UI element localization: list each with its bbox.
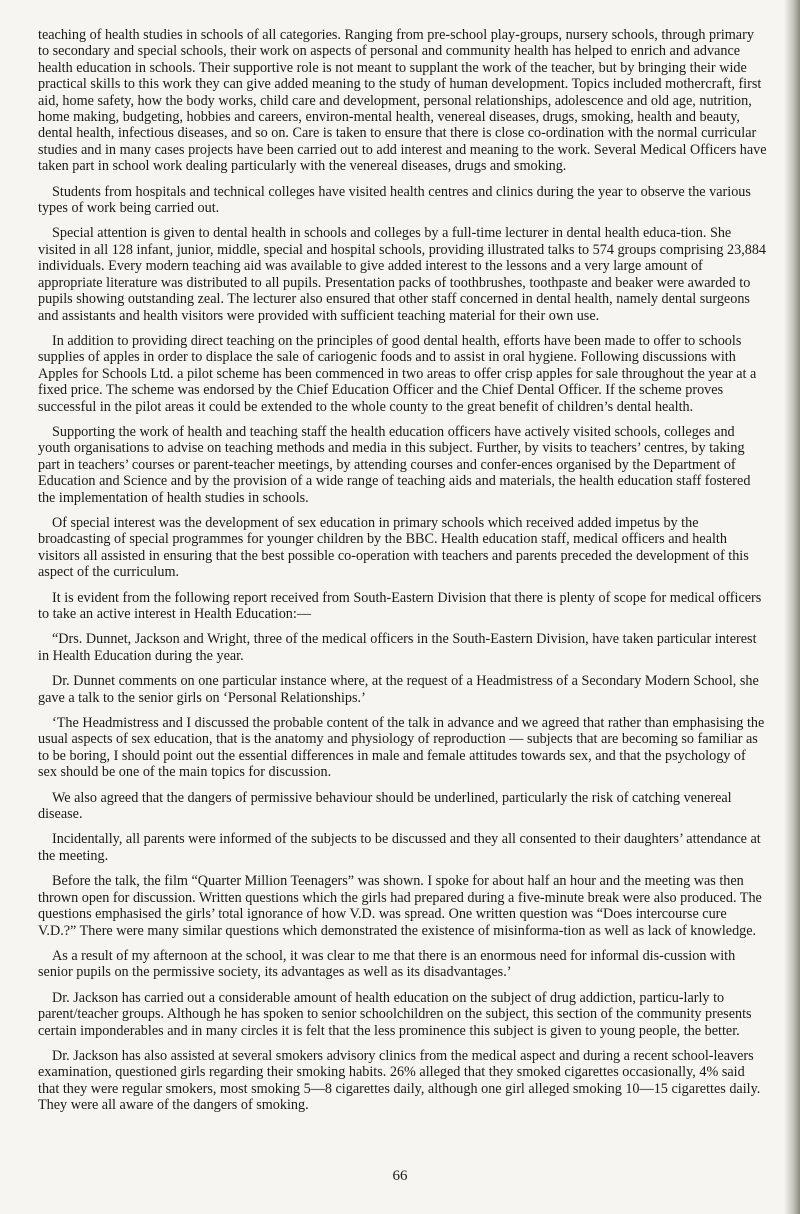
quoted-paragraph: As a result of my afternoon at the school, it was clear to me that there is an enormous need for informal dis-cussion with senior pupils on the permissive society, its advantages as well as its disadvantages.’ [38, 947, 736, 981]
paragraph: In addition to providing direct teaching on the principles of good dental health, efforts have been made to offer to schools supplies of apples in order to displace the sale of cariogenic foods and to assist in oral hygiene. Following discussions with Apples for Schools Ltd. a pilot scheme has been commenced in two areas to offer crisp apples for sale throughout the year at a fixed price. The scheme was endorsed by the Chief Education Officer and the Chief Dental Officer. If the scheme proves successful in the pilot areas it could be extended to the whole county to the great benefit of children’s dental health. [38, 332, 757, 415]
page-edge-shadow [784, 0, 800, 1214]
quoted-paragraph: Dr. Jackson has carried out a considerable amount of health education on the subject of drug addiction, particu-larly to parent/teacher groups. Although he has spoken to senior schoolchildren on the subject, this section of the community presents certain imponderables and in many circles it is felt that the less prominence this subject is given to young people, the better. [38, 989, 752, 1039]
page-number: 66 [392, 1168, 408, 1184]
paragraph: Supporting the work of health and teaching staff the health education officers have actively visited schools, colleges and youth organisations to advise on teaching methods and media in this subject. Further, by visits to teachers’ centres, by taking part in teachers’ courses or parent-teacher meetings, by attending courses and confer-ences organised by the Department of Education and Science and by the provision of a wide range of teaching aids and materials, the health education staff fostered the implementation of health studies in schools. [38, 423, 751, 506]
quoted-paragraph: Incidentally, all parents were informed of the subjects to be discussed and they all consented to their daughters’ attendance at the meeting. [38, 831, 761, 864]
quoted-paragraph: We also agreed that the dangers of permissive behaviour should be underlined, particularly the risk of catching venereal disease. [38, 789, 732, 823]
quoted-paragraph: “Drs. Dunnet, Jackson and Wright, three of the medical officers in the South-Eastern Division, have taken particular interest in Health Education during the year. [38, 631, 757, 664]
quoted-paragraph: Dr. Dunnet comments on one particular instance where, at the request of a Headmistress of a Secondary Modern School, she gave a talk to the senior girls on ‘Personal Relationships.’ [38, 673, 759, 706]
paragraph: Of special interest was the development of sex education in primary schools which received added impetus by the broadcasting of special programmes for younger children by the BBC. Health education staff, medical officers and health visitors all assisted in ensuring that the best possible co-operation with teachers and parents preceded the development of this aspect of the curriculum. [38, 514, 749, 581]
paragraph: teaching of health studies in schools of all categories. Ranging from pre-school play-groups, nursery schools, through primary to secondary and special schools, their work on aspects of personal and community health has helped to enrich and advance health education in schools. Their supportive role is not meant to supplant the work of the teacher, but by bringing their wide practical skills to this work they can give added meaning to the study of human development. Topics included mothercraft, first aid, home safety, how the body works, child care and development, personal relationships, adolescence and old age, nutrition, home making, budgeting, hobbies and careers, environ-mental health, venereal diseases, drugs, smoking, health and beauty, dental health, infectious diseases, and so on. Care is taken to ensure that there is close co-ordination with the normal curricular studies and in many cases projects have been carried out to add interest and meaning to the work. Several Medical Officers have taken part in school work dealing particularly with the venereal diseases, drugs and smoking. [38, 27, 767, 175]
paragraph: Special attention is given to dental health in schools and colleges by a full-time lecturer in dental health educa-tion. She visited in all 128 infant, junior, middle, special and hospital schools, providing illustrated talks to 574 groups comprising 23,884 individuals. Every modern teaching aid was available to give added interest to the lessons and a very large amount of appropriate literature was distributed to all pupils. Presentation packs of toothbrushes, toothpaste and beaker were awarded to pupils showing outstanding zeal. The lecturer also ensured that other staff concerned in dental health, namely dental surgeons and assistants and health visitors were provided with sufficient teaching material for their own use. [38, 225, 767, 324]
document-body [38, 27, 768, 1123]
paragraph: It is evident from the following report received from South-Eastern Division that there is plenty of scope for medical officers to take an active interest in Health Education:— [38, 589, 762, 622]
quoted-paragraph: ‘The Headmistress and I discussed the probable content of the talk in advance and we agreed that rather than emphasising the usual aspects of sex education, that is the anatomy and physiology of reproduction — subjects that are becoming so familiar as to be boring, I should point out the essential differences in male and female attitudes towards sex, and that the psychology of sex should be one of the main topics for discussion. [38, 715, 765, 781]
paragraph: Students from hospitals and technical colleges have visited health centres and clinics during the year to observe the various types of work being carried out. [38, 183, 751, 217]
quoted-paragraph: Dr. Jackson has also assisted at several smokers advisory clinics from the medical aspect and during a recent school-leavers examination, questioned girls regarding their smoking habits. 26% alleged that they smoked cigarettes occasionally, 4% said that they were regular smokers, most smoking 5—8 cigarettes daily, although one girl alleged smoking 10—15 cigarettes daily. They were all aware of the dangers of smoking. [38, 1047, 761, 1114]
quoted-paragraph: Before the talk, the film “Quarter Million Teenagers” was shown. I spoke for about half an hour and the meeting was then thrown open for discussion. Written questions which the girls had prepared during a five-minute break were also produced. The questions emphasised the girls’ total ignorance of how V.D. was spread. One written question was “Does intercourse cure V.D.?” There were many similar questions which demonstrated the existence of misinforma-tion as well as lack of knowledge. [38, 873, 762, 939]
